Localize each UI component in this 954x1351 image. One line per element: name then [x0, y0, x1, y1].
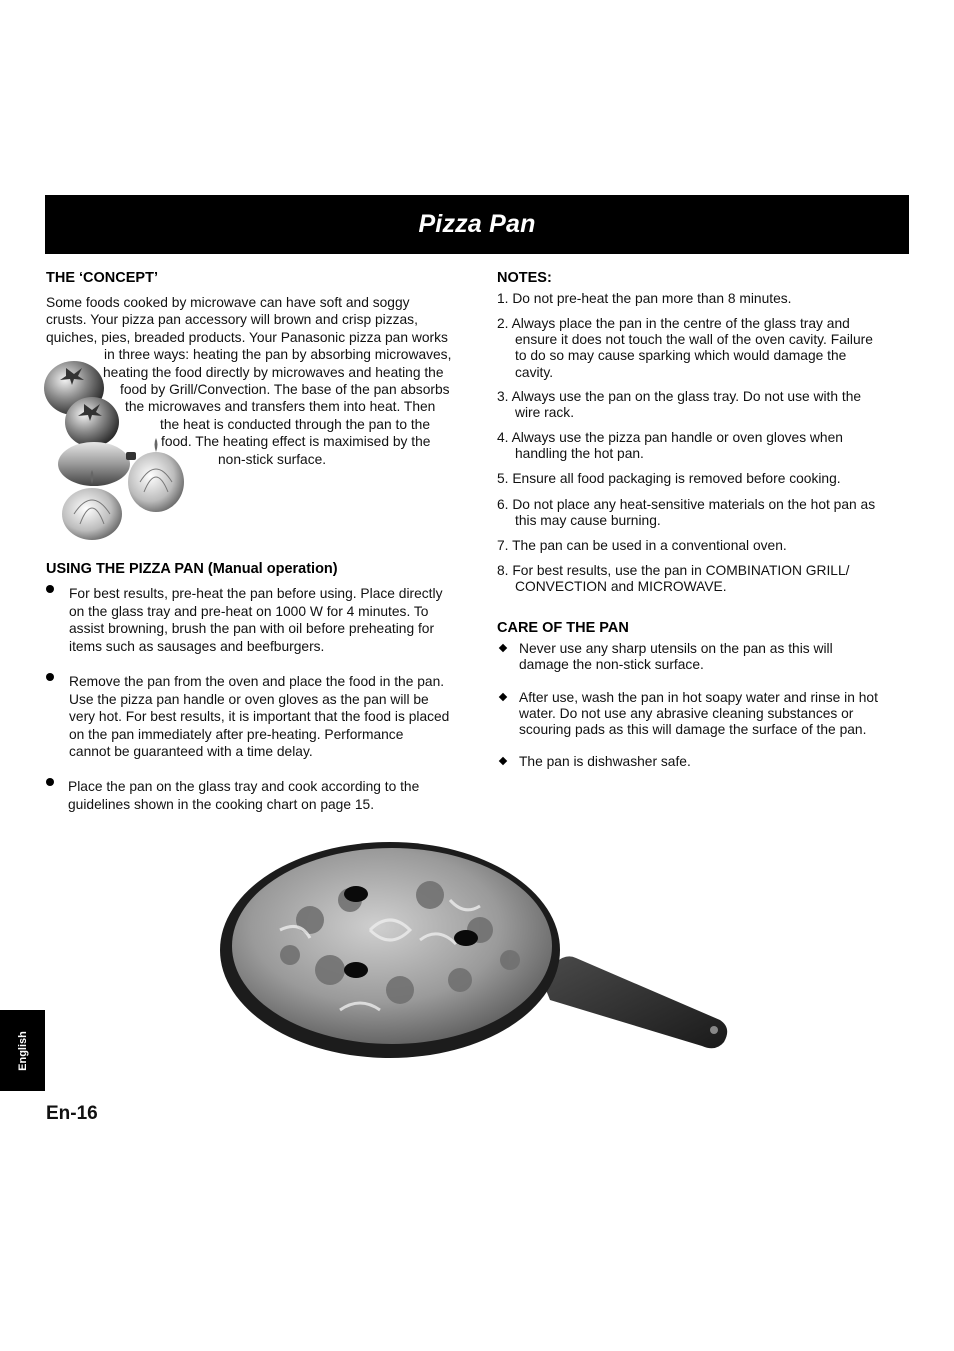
- care-text-line: Never use any sharp utensils on the pan as this will: [519, 641, 833, 656]
- title-banner: [45, 195, 909, 254]
- note-text: 4. Always use the pizza pan handle or oven gloves when: [497, 430, 843, 445]
- bullet-icon: [46, 778, 54, 786]
- note-item: [497, 497, 909, 529]
- page-number: En-16: [46, 1103, 98, 1124]
- list-item-line: very hot. For best results, it is important that the food is placed: [69, 709, 450, 725]
- concept-line: heating the food directly by microwaves and heating the: [103, 364, 444, 380]
- language-tab-label: English: [16, 1030, 29, 1071]
- concept-line: crusts. Your pizza pan accessory will brown and crisp pizzas,: [46, 312, 418, 328]
- list-item-line: items such as sausages and beefburgers.: [69, 638, 325, 654]
- note-text: this may cause burning.: [515, 513, 661, 529]
- notes-heading: NOTES:: [497, 270, 552, 286]
- concept-line: quiches, pies, breaded products. Your Panasonic pizza pan works: [46, 329, 448, 345]
- note-item: [497, 316, 909, 381]
- care-item: [497, 754, 909, 772]
- care-text-line: damage the non-stick surface.: [519, 657, 704, 673]
- note-text: 1. Do not pre-heat the pan more than 8 minutes.: [497, 291, 792, 306]
- list-item-line: on the pan immediately after pre-heating. Performance: [69, 726, 404, 742]
- list-item: [46, 778, 476, 814]
- list-item: [46, 585, 476, 657]
- list-item-line: Place the pan on the glass tray and cook according to the: [68, 779, 420, 794]
- note-item: [497, 563, 909, 595]
- language-tab: [0, 1010, 45, 1091]
- using-heading: USING THE PIZZA PAN (Manual operation): [46, 561, 338, 577]
- note-text: 2. Always place the pan in the centre of the glass tray and: [497, 316, 850, 331]
- note-item: [497, 471, 909, 487]
- note-text: handling the hot pan.: [515, 446, 644, 462]
- list-item-line: For best results, pre-heat the pan before using. Place directly: [69, 586, 443, 601]
- note-text: cavity.: [515, 364, 554, 380]
- care-text-line: The pan is dishwasher safe.: [519, 754, 691, 769]
- note-text: 5. Ensure all food packaging is removed before cooking.: [497, 471, 841, 486]
- concept-line: non-stick surface.: [218, 451, 327, 467]
- note-text: 6. Do not place any heat-sensitive materials on the hot pan as: [497, 497, 876, 512]
- concept-line: food by Grill/Convection. The base of the pan absorbs: [120, 382, 450, 398]
- diamond-bullet-icon: [499, 644, 507, 652]
- concept-line: the heat is conducted through the pan to the: [160, 416, 431, 432]
- list-item-line: assist browning, brush the pan with oil before preheating for: [69, 621, 435, 637]
- note-item: [497, 538, 909, 554]
- list-item-line: cannot be guaranteed with a time delay.: [69, 744, 313, 760]
- care-heading: CARE OF THE PAN: [497, 620, 629, 636]
- list-item-line: on the glass tray and pre-heat on 1000 W for 4 minutes. To: [69, 603, 429, 619]
- note-text: CONVECTION and MICROWAVE.: [515, 579, 727, 595]
- note-text: 7. The pan can be used in a conventional oven.: [497, 538, 787, 553]
- list-item-line: Use the pizza pan handle or oven gloves as the pan will be: [69, 691, 429, 707]
- diamond-bullet-icon: [499, 693, 507, 701]
- note-text: 8. For best results, use the pan in COMBINATION GRILL/: [497, 563, 850, 578]
- note-text: wire rack.: [515, 405, 575, 421]
- care-text-line: water. Do not use any abrasive cleaning substances or: [519, 706, 854, 722]
- note-item: [497, 430, 909, 462]
- note-text: to do so may cause sparking which would damage the: [515, 348, 847, 364]
- list-item-line: Remove the pan from the oven and place the food in the pan.: [69, 674, 445, 689]
- concept-line: in three ways: heating the pan by absorbing microwaves,: [104, 347, 452, 363]
- vegetables-illustration: [44, 352, 188, 542]
- care-text-line: scouring pads as this will damage the surface of the pan.: [519, 722, 867, 738]
- care-item: [497, 690, 909, 740]
- pizza-pan-illustration: [220, 840, 730, 1060]
- page-title: Pizza Pan: [418, 210, 536, 238]
- bullet-icon: [46, 673, 54, 681]
- note-item: [497, 291, 909, 307]
- concept-line: food. The heating effect is maximised by the: [161, 434, 431, 450]
- list-item: [46, 673, 476, 763]
- care-text-line: After use, wash the pan in hot soapy water and rinse in hot: [519, 690, 878, 705]
- diamond-bullet-icon: [499, 757, 507, 765]
- note-item: [497, 389, 909, 421]
- care-item: [497, 641, 909, 675]
- concept-line: Some foods cooked by microwave can have soft and soggy: [46, 295, 410, 310]
- list-item-line: guidelines shown in the cooking chart on page 15.: [68, 796, 375, 812]
- note-text: 3. Always use the pan on the glass tray. Do not use with the: [497, 389, 862, 404]
- concept-line: the microwaves and transfers them into heat. Then: [125, 399, 436, 415]
- bullet-icon: [46, 585, 54, 593]
- concept-heading: THE ‘CONCEPT’: [46, 270, 158, 286]
- note-text: ensure it does not touch the wall of the oven cavity. Failure: [515, 332, 873, 348]
